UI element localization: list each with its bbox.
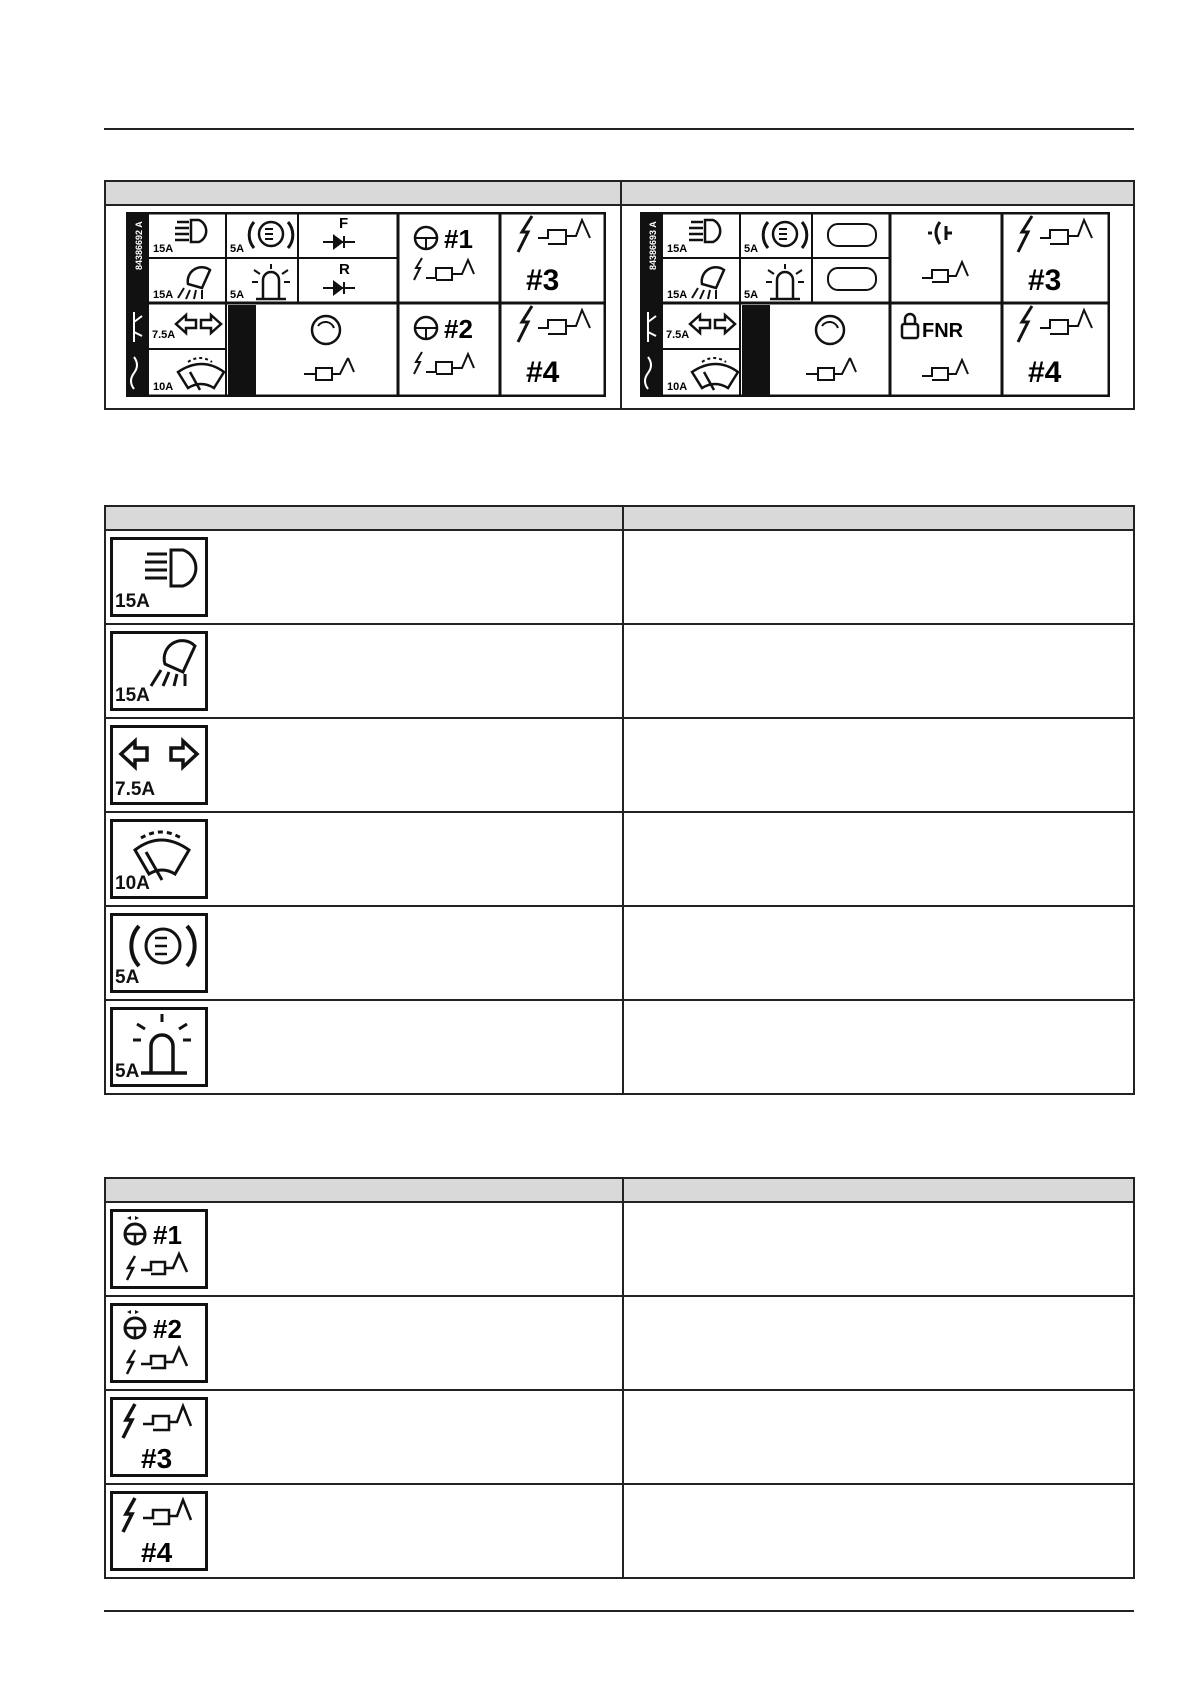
table-row [105,530,1134,624]
decal-right-relay4-label: #4 [1028,356,1062,389]
decal-left-relay1-label: #1 [444,224,473,254]
fuse-amp: 10A [115,873,150,894]
decal-left-relay3-label: #3 [526,264,560,297]
relay-icon [110,1397,208,1477]
decal-header-right [622,182,1133,206]
table-row [105,1390,1134,1484]
relay-label: #1 [153,1220,182,1250]
windshield-wiper-icon [110,819,208,899]
fuse-table-header [105,506,1134,530]
fuse-decal-panel [104,180,1135,410]
decal-divider [620,182,622,408]
fuse-amp: 7.5A [115,779,156,800]
table-row [105,1000,1134,1094]
decal-left-forward-label: F [339,215,349,232]
table-row [105,1296,1134,1390]
table-row [105,1202,1134,1296]
decal-right-position-amp: 5A [744,243,759,255]
table-row [105,906,1134,1000]
fuse-table [104,505,1135,1095]
decal-right-relay3-label: #3 [1028,264,1062,297]
decal-left-reverse-label: R [339,261,350,278]
decal-right-worklight-amp: 15A [667,289,688,301]
decal-right-turn-amp: 7.5A [666,329,690,341]
table-row [105,812,1134,906]
fuse-table-header-col2 [623,506,1134,530]
relay-icon [110,1491,208,1571]
fuse-amp: 15A [115,685,150,706]
relay-table-header-col2 [623,1178,1134,1202]
decal-left-headlight-amp: 15A [153,243,174,255]
decal-left [126,212,606,397]
header-rule [104,128,1134,130]
fuse-amp: 5A [115,967,140,988]
work-light-icon [110,631,208,711]
decal-left-turn-amp: 7.5A [152,329,176,341]
decal-right [640,212,1110,397]
decal-right-part-number: 84386693 A [648,221,658,270]
relay-table-header [105,1178,1134,1202]
decal-right-headlight-amp: 15A [667,243,688,255]
decal-left-relay4-label: #4 [526,356,560,389]
decal-left-part-number: 84386692 A [134,221,144,270]
steering-relay-icon [110,1209,208,1289]
fuse-amp: 5A [115,1061,140,1082]
steering-relay-icon [110,1303,208,1383]
fuse-table-header-col1 [105,506,623,530]
table-row [105,624,1134,718]
relay-label: #2 [153,1314,182,1344]
decal-right-wiper-amp: 10A [667,381,688,393]
decal-left-beacon-amp: 5A [230,289,245,301]
table-row [105,1484,1134,1578]
decal-header-left [106,182,620,206]
footer-rule [104,1610,1134,1612]
relay-table-header-col1 [105,1178,623,1202]
position-light-icon [110,913,208,993]
decal-left-relay2-label: #2 [444,314,473,344]
table-row [105,718,1134,812]
beacon-icon [110,1007,208,1087]
relay-table [104,1177,1135,1579]
relay-label: #3 [141,1443,173,1474]
turn-signal-icon [110,725,208,805]
relay-label: #4 [141,1537,173,1568]
decal-left-worklight-amp: 15A [153,289,174,301]
decal-left-wiper-amp: 10A [153,381,174,393]
decal-left-position-amp: 5A [230,243,245,255]
decal-right-beacon-amp: 5A [744,289,759,301]
fuse-amp: 15A [115,591,150,612]
headlight-high-beam-icon [110,537,208,617]
decal-right-fnr-label: FNR [922,320,964,342]
